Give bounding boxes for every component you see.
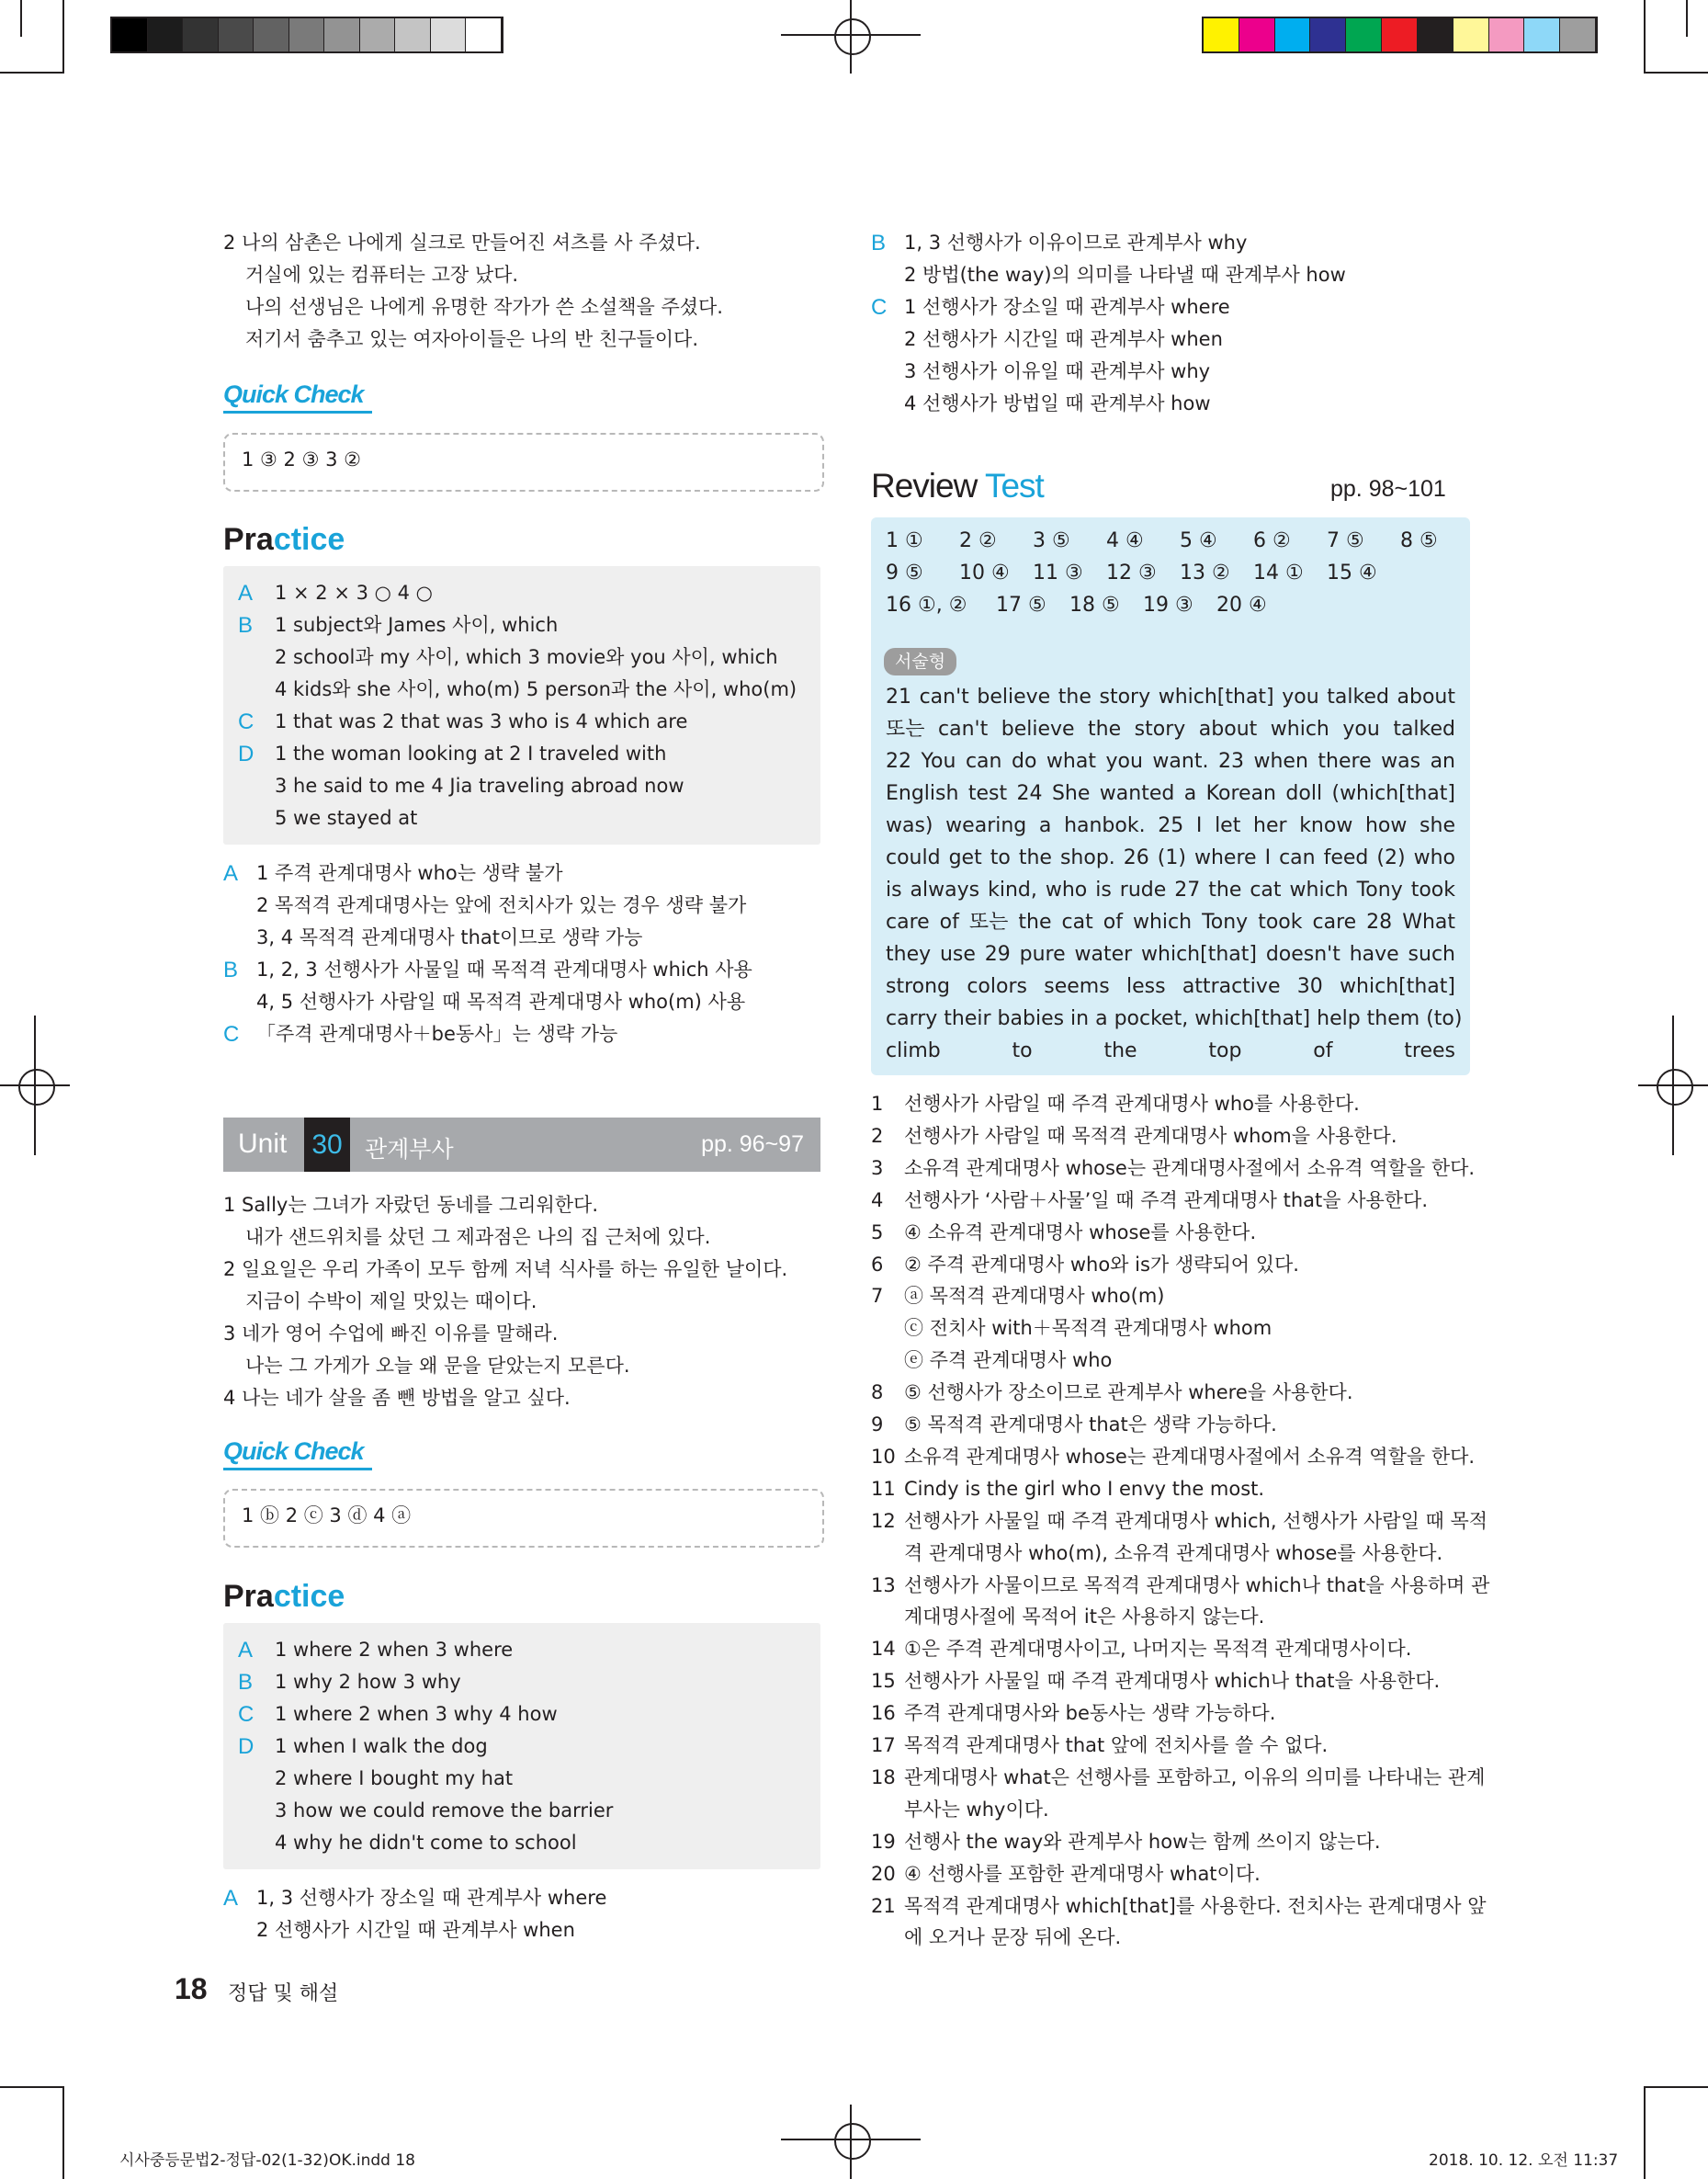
page-caption: 정답 및 해설: [228, 1982, 339, 2005]
explanation-line: 1, 2, 3 선행사가 사물일 때 목적격 관계대명사 which 사용: [256, 959, 752, 981]
explanation-line: ⓔ 주격 관계대명사 who: [904, 1349, 1113, 1372]
explanation-line: 주격 관계대명사와 be동사는 생략 가능하다.: [904, 1702, 1276, 1725]
quick-check-title: Quick Check: [223, 380, 364, 408]
translation-line: 나는 그 가게가 오늘 왜 문을 닫았는지 모른다.: [245, 1355, 630, 1377]
color-swatch: [1418, 18, 1453, 51]
answer-line: 4 why he didn't come to school: [275, 1832, 577, 1854]
answer-line: 1 where 2 when 3 why 4 how: [275, 1703, 558, 1725]
color-swatch: [1489, 18, 1525, 51]
answer-line: 2 school과 my 사이, which 3 movie와 you 사이, which: [275, 646, 778, 668]
quick-check-title: Quick Check: [223, 1437, 364, 1465]
answer-item: 1 ①: [886, 529, 923, 552]
answer-item: 5 ④: [1180, 529, 1217, 552]
explanation-line: 1, 3 선행사가 이유이므로 관계부사 why: [904, 232, 1248, 254]
practice-heading: Practice: [223, 522, 345, 557]
explanation-number: 14: [871, 1638, 896, 1661]
answer-item: 3 ⑤: [1033, 529, 1070, 552]
color-swatch: [112, 18, 148, 51]
translation-line: 저기서 춤추고 있는 여자아이들은 나의 반 친구들이다.: [245, 328, 699, 350]
explanation-line: 3, 4 목적격 관계대명사 that이므로 생략 가능: [256, 926, 643, 948]
color-swatch: [395, 18, 431, 51]
color-swatch: [1453, 18, 1489, 51]
answer-item: 10 ④: [959, 562, 1010, 584]
explanation-number: 13: [871, 1573, 896, 1596]
answer-line: 1 subject와 James 사이, which: [275, 614, 559, 636]
explanation-line: ⑤ 선행사가 장소이므로 관계부사 where을 사용한다.: [904, 1381, 1353, 1404]
explanation-line: 목적격 관계대명사 that 앞에 전치사를 쓸 수 없다.: [904, 1734, 1329, 1756]
essay-tag: 서술형: [884, 648, 956, 675]
answer-item: 9 ⑤: [886, 562, 923, 584]
explanation-line: 선행사가 ‘사람＋사물’일 때 주격 관계대명사 that을 사용한다.: [904, 1188, 1429, 1211]
explanation-line: 격 관계대명사 who(m), 소유격 관계대명사 whose를 사용한다.: [904, 1541, 1443, 1564]
explanation-line: 소유격 관계대명사 whose는 관계대명사절에서 소유격 역할을 한다.: [904, 1156, 1476, 1179]
answer-item: 13 ②: [1180, 562, 1230, 584]
explanation-line: 1 주격 관계대명사 who는 생략 불가: [256, 862, 563, 884]
explanation-number: 1: [871, 1093, 884, 1115]
answer-item: 14 ①: [1253, 562, 1304, 584]
answer-line: 1 why 2 how 3 why: [275, 1671, 461, 1693]
review-test-pages: pp. 98~101: [1330, 476, 1446, 502]
essay-answer-line: carry their babies in a pocket, which[that] help them (to): [886, 1007, 1463, 1030]
translation-line: 4 나는 네가 살을 좀 뺀 방법을 알고 싶다.: [223, 1387, 571, 1409]
section-label: B: [238, 613, 254, 638]
process-color-bar: [1202, 17, 1598, 53]
color-swatch: [1382, 18, 1418, 51]
answer-item: 18 ⑤: [1069, 594, 1120, 617]
answer-item: 4 ④: [1106, 529, 1144, 552]
file-name-slug: 시사중등문법2-정답-02(1-32)OK.indd 18: [119, 2151, 415, 2170]
practice-answer-box: [223, 1623, 820, 1869]
explanation-number: 12: [871, 1509, 896, 1532]
explanation-line: 선행사가 사물일 때 주격 관계대명사 which나 that을 사용한다.: [904, 1670, 1441, 1693]
color-swatch: [1275, 18, 1311, 51]
explanation-number: 7: [871, 1285, 884, 1308]
explanation-line: 「주격 관계대명사＋be동사」는 생략 가능: [256, 1023, 618, 1045]
section-label: B: [223, 958, 239, 982]
answer-line: 2 where I bought my hat: [275, 1767, 514, 1789]
answer-line: 3 how we could remove the barrier: [275, 1799, 614, 1822]
answer-line: 1 that was 2 that was 3 who is 4 which are: [275, 710, 688, 732]
translation-line: 거실에 있는 컴퓨터는 고장 났다.: [245, 264, 519, 286]
explanation-number: 5: [871, 1220, 884, 1243]
unit-number: 30: [304, 1118, 350, 1172]
answer-line: 3 he said to me 4 Jia traveling abroad now: [275, 775, 684, 797]
practice-answer-box: [223, 566, 820, 845]
answer-item: 11 ③: [1033, 562, 1083, 584]
explanation-line: 선행사가 사물일 때 주격 관계대명사 which, 선행사가 사람일 때 목적: [904, 1509, 1488, 1532]
section-label: A: [238, 1638, 254, 1663]
section-label: B: [871, 231, 887, 255]
unit-pages: pp. 96~97: [701, 1131, 804, 1157]
answer-line: 5 we stayed at: [275, 807, 418, 829]
explanation-line: ② 주격 관계대명사 who와 is가 생략되어 있다.: [904, 1253, 1299, 1276]
quick-check-underline: [223, 1468, 372, 1470]
answer-item: 16 ①, ②: [886, 594, 967, 617]
color-swatch: [148, 18, 184, 51]
section-label: B: [238, 1670, 254, 1695]
page-number: 18: [175, 1972, 208, 2005]
color-swatch: [466, 18, 502, 51]
section-label: C: [238, 1702, 255, 1727]
answer-item: 8 ⑤: [1400, 529, 1438, 552]
color-swatch: [1346, 18, 1382, 51]
explanation-line: 목적격 관계대명사 which[that]를 사용한다. 전치사는 관계대명사 앞: [904, 1894, 1487, 1917]
color-swatch: [1239, 18, 1275, 51]
explanation-line: ⓒ 전치사 with＋목적격 관계대명사 whom: [904, 1317, 1273, 1340]
explanation-line: 선행사가 사물이므로 목적격 관계대명사 which나 that을 사용하며 관: [904, 1573, 1490, 1596]
color-swatch: [1560, 18, 1596, 51]
explanation-line: 2 선행사가 시간일 때 관계부사 when: [256, 1919, 575, 1941]
explanation-line: Cindy is the girl who I envy the most.: [904, 1477, 1265, 1500]
color-swatch: [254, 18, 289, 51]
section-label: C: [223, 1022, 240, 1047]
explanation-number: 20: [871, 1862, 896, 1885]
answer-line: 1 when I walk the dog: [275, 1735, 488, 1757]
explanation-number: 6: [871, 1253, 884, 1276]
answer-item: 17 ⑤: [996, 594, 1046, 617]
section-label: A: [223, 861, 239, 886]
explanation-number: 17: [871, 1734, 896, 1756]
essay-answer-line: climb to the top of trees: [886, 1039, 1455, 1062]
answer-item: 12 ③: [1106, 562, 1157, 584]
section-label: D: [238, 742, 255, 766]
translation-line: 지금이 수박이 제일 맛있는 때이다.: [245, 1290, 537, 1312]
explanation-line: 계대명사절에 목적어 it은 사용하지 않는다.: [904, 1606, 1265, 1629]
explanation-line: 4 선행사가 방법일 때 관계부사 how: [904, 392, 1211, 414]
section-label: D: [238, 1734, 255, 1759]
explanation-number: 21: [871, 1894, 896, 1917]
color-swatch: [219, 18, 255, 51]
essay-answer-line: could get to the shop. 26 (1) where I can feed (2) who: [886, 846, 1455, 869]
answer-line: 1 where 2 when 3 where: [275, 1639, 514, 1661]
quick-check-answers: 1 ⓑ 2 ⓒ 3 ⓓ 4 ⓐ: [242, 1504, 412, 1526]
translation-line: 나의 선생님은 나에게 유명한 작가가 쓴 소설책을 주셨다.: [245, 296, 723, 318]
color-swatch: [1310, 18, 1346, 51]
translation-line: 내가 샌드위치를 샀던 그 제과점은 나의 집 근처에 있다.: [245, 1226, 711, 1248]
color-swatch: [289, 18, 325, 51]
explanation-line: 4, 5 선행사가 사람일 때 목적격 관계대명사 who(m) 사용: [256, 991, 746, 1013]
review-test-heading: Review Test: [871, 467, 1044, 505]
essay-answer-line: English test 24 She wanted a Korean doll (which[that]: [886, 782, 1455, 805]
answer-item: 15 ④: [1327, 562, 1377, 584]
color-swatch: [324, 18, 360, 51]
practice-heading: Practice: [223, 1579, 345, 1614]
answer-item: 19 ③: [1143, 594, 1193, 617]
answer-line: 1 the woman looking at 2 I traveled with: [275, 743, 667, 765]
explanation-line: 선행사 the way와 관계부사 how는 함께 쓰이지 않는다.: [904, 1830, 1381, 1853]
answer-item: 2 ②: [959, 529, 997, 552]
explanation-number: 16: [871, 1702, 896, 1725]
section-label: A: [223, 1886, 239, 1911]
explanation-number: 3: [871, 1156, 884, 1179]
color-swatch: [1204, 18, 1239, 51]
explanation-number: 8: [871, 1381, 884, 1404]
essay-answer-line: was) wearing a hanbok. 25 I let her know how she: [886, 814, 1455, 837]
answer-item: 7 ⑤: [1327, 529, 1364, 552]
explanation-line: 3 선행사가 이유일 때 관계부사 why: [904, 360, 1211, 382]
explanation-number: 19: [871, 1830, 896, 1853]
explanation-number: 4: [871, 1188, 884, 1211]
review-answer-box: [871, 517, 1470, 1075]
essay-answer-line: they use 29 pure water which[that] doesn't have such: [886, 943, 1455, 966]
explanation-line: ①은 주격 관계대명사이고, 나머지는 목적격 관계대명사이다.: [904, 1638, 1412, 1661]
explanation-number: 9: [871, 1413, 884, 1436]
essay-answer-line: 21 can't believe the story which[that] you talked about: [886, 686, 1455, 709]
answer-line: 1 × 2 × 3 ○ 4 ○: [275, 582, 434, 604]
translation-line: 2 나의 삼촌은 나에게 실크로 만들어진 셔츠를 사 주셨다.: [223, 232, 701, 254]
answer-item: 6 ②: [1253, 529, 1291, 552]
explanation-line: 선행사가 사람일 때 목적격 관계대명사 whom을 사용한다.: [904, 1124, 1397, 1147]
unit-title: 관계부사: [365, 1136, 454, 1163]
explanation-line: 1 선행사가 장소일 때 관계부사 where: [904, 296, 1230, 318]
grayscale-color-bar: [110, 17, 503, 53]
essay-answer-line: strong colors seems less attractive 30 which[that]: [886, 975, 1455, 998]
section-label: C: [238, 709, 255, 734]
essay-answer-line: care of 또는 the cat of which Tony took care 28 What: [886, 911, 1455, 934]
explanation-number: 18: [871, 1765, 896, 1788]
explanation-line: ④ 소유격 관계대명사 whose를 사용한다.: [904, 1220, 1257, 1243]
explanation-line: 2 목적격 관계대명사는 앞에 전치사가 있는 경우 생략 불가: [256, 894, 747, 916]
explanation-line: 관계대명사 what은 선행사를 포함하고, 이유의 의미를 나타내는 관계: [904, 1765, 1486, 1788]
explanation-number: 2: [871, 1124, 884, 1147]
translation-line: 3 네가 영어 수업에 빠진 이유를 말해라.: [223, 1322, 559, 1345]
explanation-line: 2 방법(the way)의 의미를 나타낼 때 관계부사 how: [904, 264, 1346, 286]
unit-header-bar: [223, 1118, 820, 1172]
explanation-number: 15: [871, 1670, 896, 1693]
answer-item: 20 ④: [1216, 594, 1267, 617]
color-swatch: [1524, 18, 1560, 51]
color-swatch: [183, 18, 219, 51]
color-swatch: [360, 18, 396, 51]
translation-line: 1 Sally는 그녀가 자랐던 동네를 그리워한다.: [223, 1194, 598, 1216]
unit-word: Unit: [238, 1129, 288, 1159]
essay-answer-line: 또는 can't believe the story about which you talked: [886, 718, 1455, 741]
explanation-line: 부사는 why이다.: [904, 1798, 1049, 1821]
quick-check-answers: 1 ③ 2 ③ 3 ②: [242, 448, 361, 471]
explanation-line: ⑤ 목적격 관계대명사 that은 생략 가능하다.: [904, 1413, 1277, 1436]
quick-check-underline: [223, 411, 372, 414]
explanation-line: 에 오거나 문장 뒤에 온다.: [904, 1926, 1122, 1949]
explanation-line: 선행사가 사람일 때 주격 관계대명사 who를 사용한다.: [904, 1093, 1360, 1115]
explanation-line: 2 선행사가 시간일 때 관계부사 when: [904, 328, 1223, 350]
answer-line: 4 kids와 she 사이, who(m) 5 person과 the 사이, who(m): [275, 678, 797, 700]
section-label: A: [238, 581, 254, 606]
explanation-number: 10: [871, 1445, 896, 1468]
explanation-line: 소유격 관계대명사 whose는 관계대명사절에서 소유격 역할을 한다.: [904, 1445, 1476, 1468]
explanation-line: ④ 선행사를 포함한 관계대명사 what이다.: [904, 1862, 1261, 1885]
quick-check-answer-box: [223, 1489, 824, 1548]
color-swatch: [431, 18, 467, 51]
essay-answer-line: is always kind, who is rude 27 the cat which Tony took: [886, 879, 1455, 902]
essay-answer-line: 22 You can do what you want. 23 when there was an: [886, 750, 1455, 773]
explanation-line: ⓐ 목적격 관계대명사 who(m): [904, 1285, 1165, 1308]
explanation-number: 11: [871, 1477, 896, 1500]
quick-check-answer-box: [223, 433, 824, 492]
section-label: C: [871, 295, 888, 320]
translation-line: 2 일요일은 우리 가족이 모두 함께 저녁 식사를 하는 유일한 날이다.: [223, 1258, 788, 1280]
print-timestamp: 2018. 10. 12. 오전 11:37: [1429, 2151, 1619, 2170]
explanation-line: 1, 3 선행사가 장소일 때 관계부사 where: [256, 1887, 607, 1909]
